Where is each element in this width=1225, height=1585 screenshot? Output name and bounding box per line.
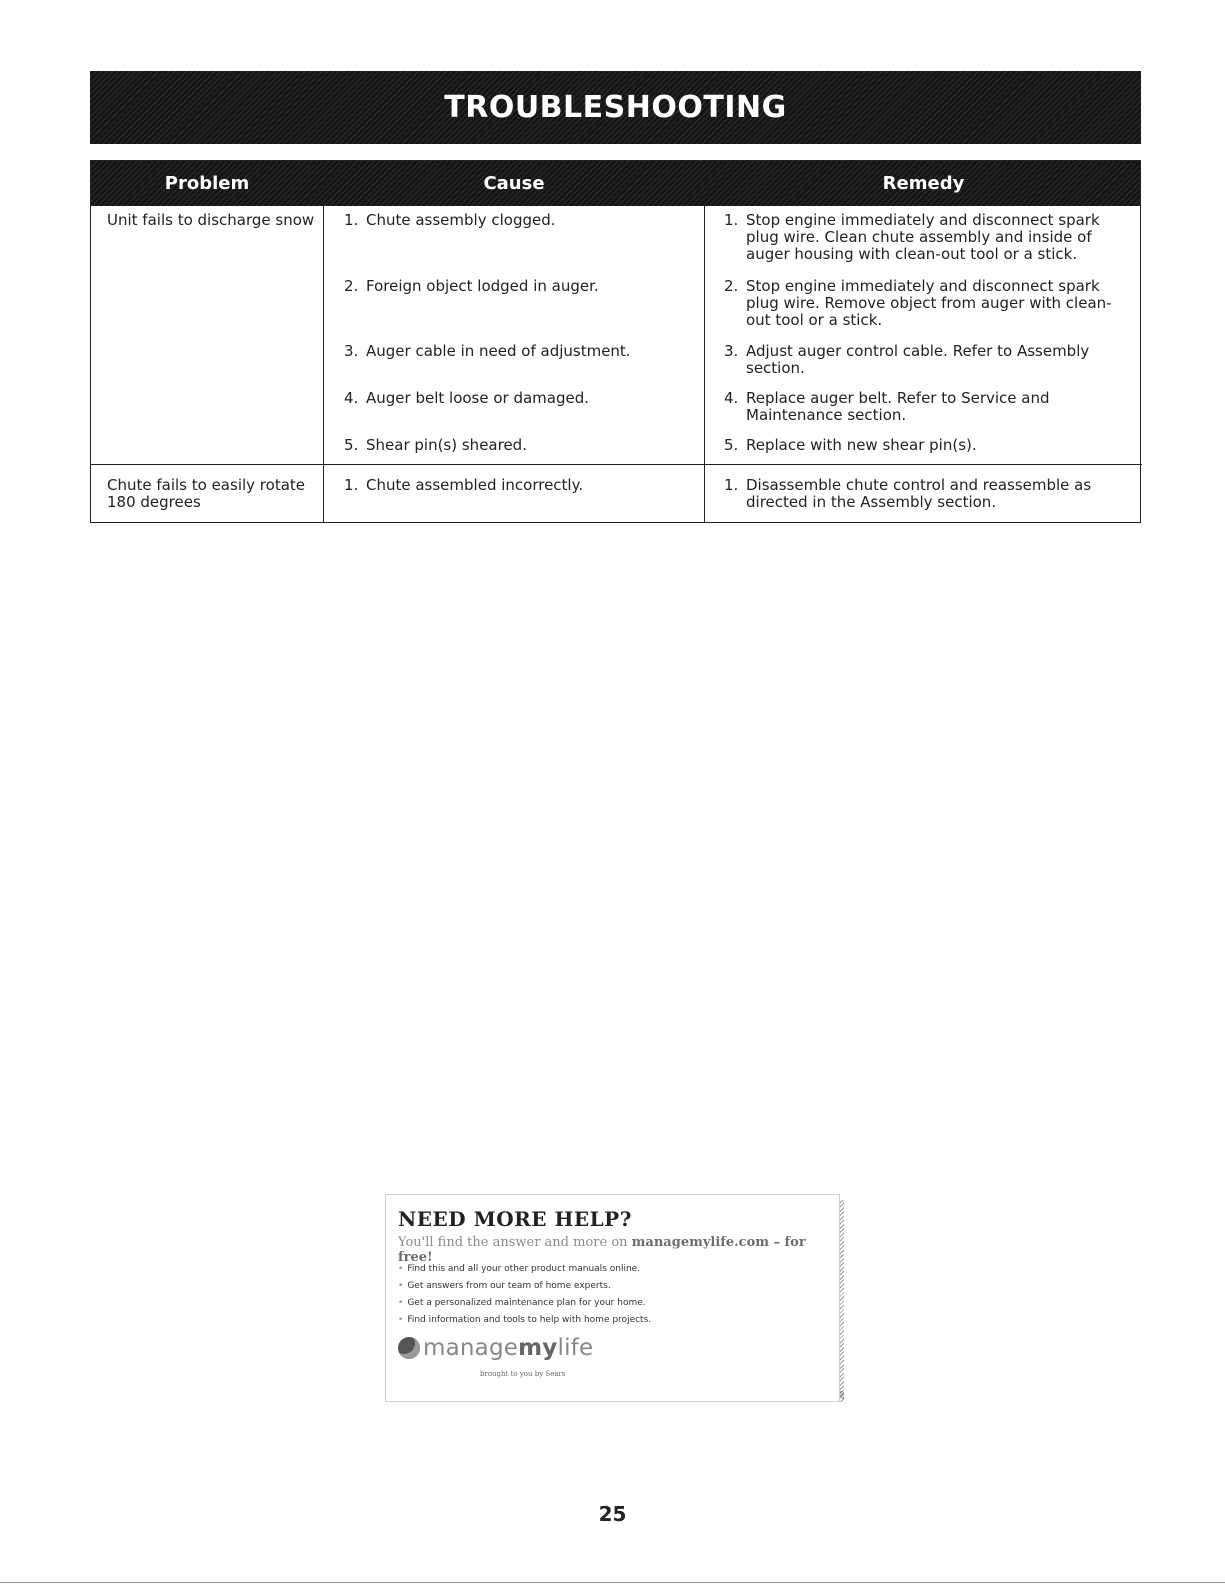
list-item: • Find information and tools to help with home projects. — [398, 1312, 651, 1329]
help-bullet-list — [398, 1261, 651, 1329]
list-item: • Find this and all your other product manuals online. — [398, 1261, 651, 1278]
help-subtitle-text: You'll find the answer and more on — [398, 1235, 632, 1250]
item-text: Disassemble chute control and reassemble as directed in the Assembly section. — [746, 476, 1092, 511]
item-text: Chute assembly clogged. — [366, 211, 556, 229]
problem-cell: Chute fails to easily rotate 180 degrees — [107, 476, 305, 511]
item-text: Replace auger belt. Refer to Service and Maintenance section. — [746, 389, 1050, 424]
logo-tagline: brought to you by Sears — [480, 1370, 566, 1378]
troubleshooting-table — [90, 160, 1141, 523]
item-number: 3. — [724, 342, 739, 360]
logo-circle-icon — [398, 1337, 420, 1359]
page-number: 25 — [598, 1502, 627, 1526]
list-item: • Get a personalized maintenance plan for your home. — [398, 1295, 651, 1312]
item-text: Stop engine immediately and disconnect spark plug wire. Remove object from auger with clean-out tool or a stick. — [746, 277, 1112, 329]
item-number: 5. — [344, 436, 359, 454]
item-text: Chute assembled incorrectly. — [366, 476, 584, 494]
item-number: 2. — [724, 277, 739, 295]
item-number: 4. — [344, 389, 359, 407]
item-number: 2. — [344, 277, 359, 295]
table-header — [91, 161, 1140, 206]
column-divider — [323, 206, 324, 522]
list-item: • Get answers from our team of home experts. — [398, 1278, 651, 1295]
item-number: 1. — [344, 211, 359, 229]
help-title: NEED MORE HELP? — [398, 1207, 632, 1231]
logo-wordmark: managemylife — [423, 1335, 594, 1361]
column-header-remedy: Remedy — [882, 173, 965, 194]
page-title: TROUBLESHOOTING — [444, 90, 787, 125]
item-text: Adjust auger control cable. Refer to Assembly section. — [746, 342, 1090, 377]
item-number: 3. — [344, 342, 359, 360]
column-header-problem: Problem — [164, 173, 250, 194]
column-header-cause: Cause — [483, 173, 545, 194]
problem-cell: Unit fails to discharge snow — [107, 211, 315, 229]
page-bottom-rule — [0, 1582, 1225, 1583]
item-number: 4. — [724, 389, 739, 407]
help-website-link[interactable]: managemylife.com – for free! — [398, 1235, 806, 1265]
need-more-help-box — [385, 1194, 840, 1402]
item-number: 1. — [344, 476, 359, 494]
item-text: Replace with new shear pin(s). — [746, 436, 977, 454]
item-text: Stop engine immediately and disconnect spark plug wire. Clean chute assembly and inside of auger housing with clean-out tool or a stick. — [746, 211, 1100, 263]
item-text: Auger cable in need of adjustment. — [366, 342, 631, 360]
item-text: Foreign object lodged in auger. — [366, 277, 599, 295]
managemylife-logo — [398, 1335, 593, 1361]
row-divider — [91, 464, 1142, 465]
item-number: 1. — [724, 211, 739, 229]
item-text: Auger belt loose or damaged. — [366, 389, 590, 407]
item-text: Shear pin(s) sheared. — [366, 436, 527, 454]
item-number: 5. — [724, 436, 739, 454]
item-number: 1. — [724, 476, 739, 494]
column-divider — [704, 206, 705, 522]
troubleshooting-banner — [90, 71, 1141, 144]
